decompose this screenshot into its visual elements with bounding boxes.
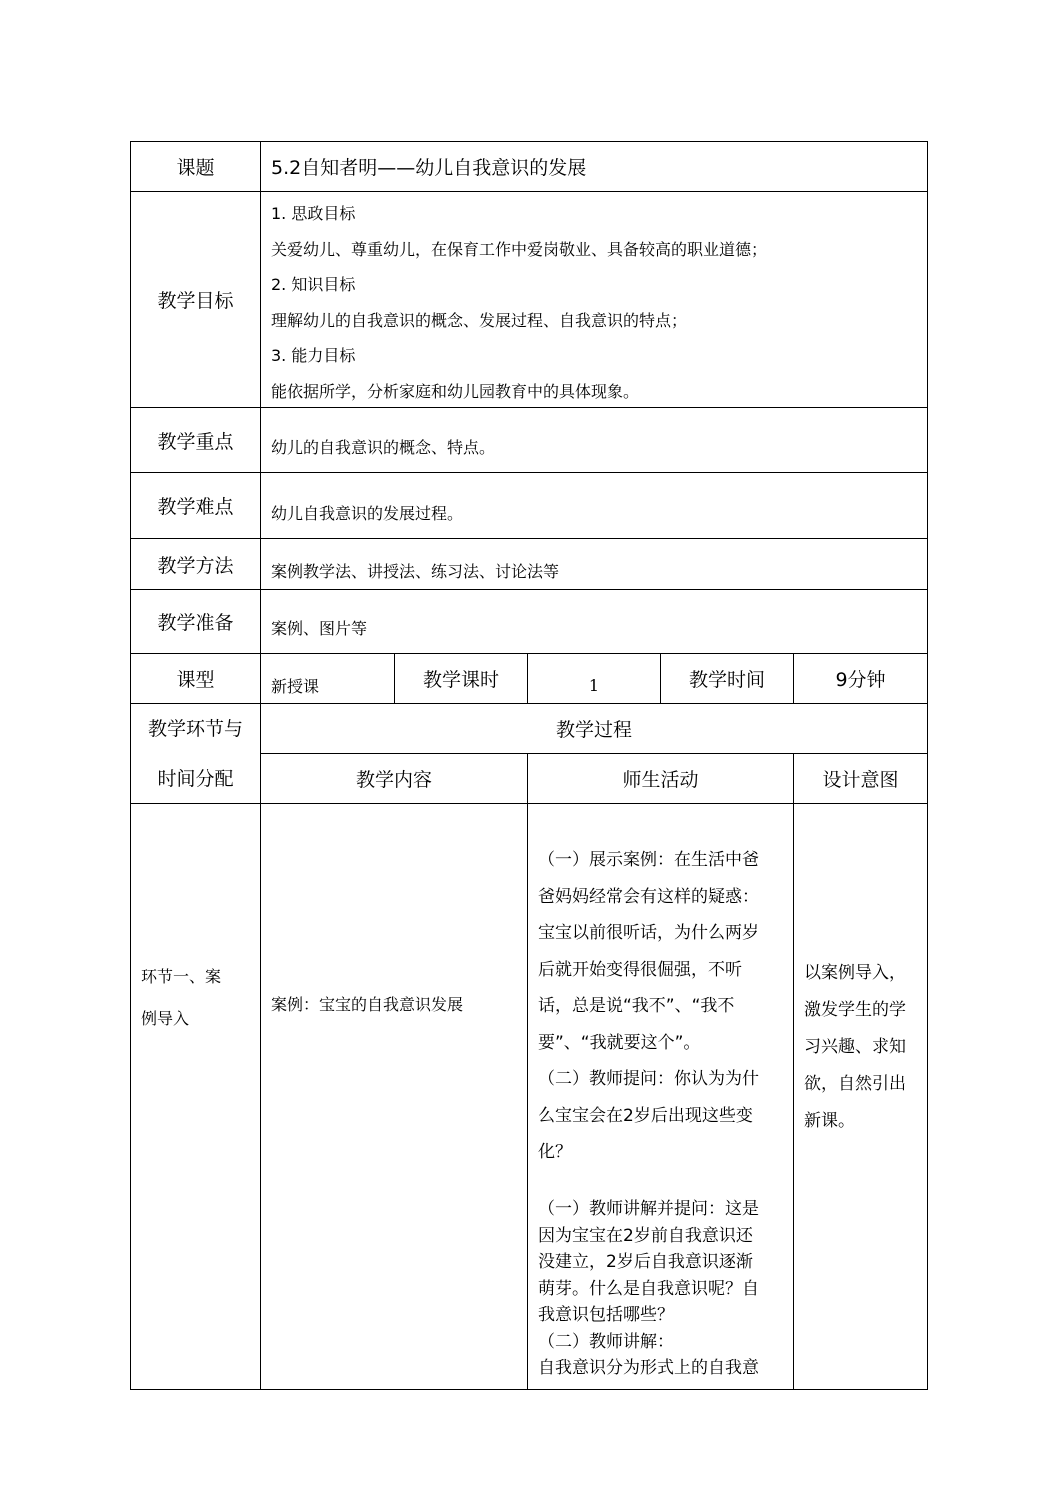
activity-line: 宝宝以前很听话，为什么两岁 xyxy=(538,923,759,943)
lesson-hours-value: 1 xyxy=(588,676,600,695)
difficulties-value: 幼儿自我意识的发展过程。 xyxy=(271,503,464,523)
stage-header-line: 时间分配 xyxy=(157,767,234,790)
stage-time-header xyxy=(131,704,260,803)
stage1-content-text: 案例：宝宝的自我意识发展 xyxy=(271,995,464,1014)
lesson-hours-label: 教学课时 xyxy=(422,669,499,691)
lesson-time-value: 9分钟 xyxy=(835,669,886,691)
activity-line: 后就开始变得很倔强，不听 xyxy=(538,959,742,980)
methods-value: 案例教学法、讲授法、练习法、讨论法等 xyxy=(271,561,560,581)
goals-text xyxy=(271,196,767,409)
activity-line: 爸妈妈经常会有这样的疑惑： xyxy=(538,886,759,907)
activity-line: （二）教师提问：你认为为什 xyxy=(538,1069,759,1089)
intent-line: 习兴趣、求知 xyxy=(804,1037,906,1057)
activity-header: 师生活动 xyxy=(622,769,699,791)
stage1-label-line: 环节一、案 xyxy=(141,967,222,986)
table-border-right xyxy=(927,141,928,1390)
goals-line: 关爱幼儿、尊重幼儿，在保育工作中爱岗敬业、具备较高的职业道德； xyxy=(271,239,768,259)
activity-line: 化？ xyxy=(538,1142,572,1162)
activity-line: 因为宝宝在2岁前自我意识还 xyxy=(538,1225,753,1246)
goals-label: 教学目标 xyxy=(157,290,234,312)
activity-line: （二）教师讲解： xyxy=(538,1331,674,1352)
intent-line: 欲，自然引出 xyxy=(804,1074,906,1094)
row-divider xyxy=(130,803,928,804)
goals-line: 理解幼儿的自我意识的概念、发展过程、自我意识的特点； xyxy=(271,310,688,330)
key-points-value: 幼儿的自我意识的概念、特点。 xyxy=(271,437,496,457)
difficulties-label: 教学难点 xyxy=(157,496,234,518)
goals-line: 3. 能力目标 xyxy=(271,346,356,365)
activity-line: 没建立，2岁后自我意识逐渐 xyxy=(538,1252,753,1272)
column-divider xyxy=(793,753,794,1390)
column-divider xyxy=(527,753,528,1390)
activity-line: 话，总是说“我不”、“我不 xyxy=(538,996,735,1016)
activity-line: （一）教师讲解并提问：这是 xyxy=(538,1199,759,1219)
lesson-type-label: 课型 xyxy=(176,669,215,691)
stage1-activity-b xyxy=(538,1196,759,1382)
topic-label: 课题 xyxy=(176,157,215,179)
intent-header: 设计意图 xyxy=(822,769,899,791)
stage-header-line: 教学环节与 xyxy=(147,717,243,740)
stage1-content xyxy=(271,987,463,1023)
goals-line: 2. 知识目标 xyxy=(271,275,356,294)
stage1-activity-a xyxy=(538,842,759,1171)
stage1-intent xyxy=(804,955,906,1140)
process-header: 教学过程 xyxy=(555,719,632,741)
activity-line: 要”、“我就要这个”。 xyxy=(538,1032,701,1053)
intent-line: 新课。 xyxy=(804,1111,855,1131)
lesson-type-value: 新授课 xyxy=(271,677,320,696)
preparation-label: 教学准备 xyxy=(157,612,234,634)
key-points-label: 教学重点 xyxy=(157,430,234,453)
stage1-label-line: 例导入 xyxy=(141,1009,190,1028)
content-header: 教学内容 xyxy=(355,769,432,791)
activity-line: （一）展示案例：在生活中爸 xyxy=(538,850,759,870)
goals-line: 1. 思政目标 xyxy=(271,204,356,223)
activity-line: 么宝宝会在2岁后出现这些变 xyxy=(538,1105,753,1126)
methods-label: 教学方法 xyxy=(157,554,234,577)
preparation-value: 案例、图片等 xyxy=(271,619,368,638)
table-border-bottom xyxy=(130,1389,928,1390)
goals-line: 能依据所学，分析家庭和幼儿园教育中的具体现象。 xyxy=(271,381,640,401)
activity-line: 自我意识分为形式上的自我意 xyxy=(538,1358,759,1378)
topic-value: 5.2自知者明——幼儿自我意识的发展 xyxy=(271,157,587,179)
activity-line: 我意识包括哪些？ xyxy=(538,1305,674,1325)
intent-line: 以案例导入， xyxy=(804,963,906,983)
activity-line: 萌芽。什么是自我意识呢？自 xyxy=(538,1278,759,1299)
intent-line: 激发学生的学 xyxy=(804,1000,906,1020)
lesson-time-label: 教学时间 xyxy=(688,669,765,691)
stage1-label xyxy=(141,956,221,1040)
